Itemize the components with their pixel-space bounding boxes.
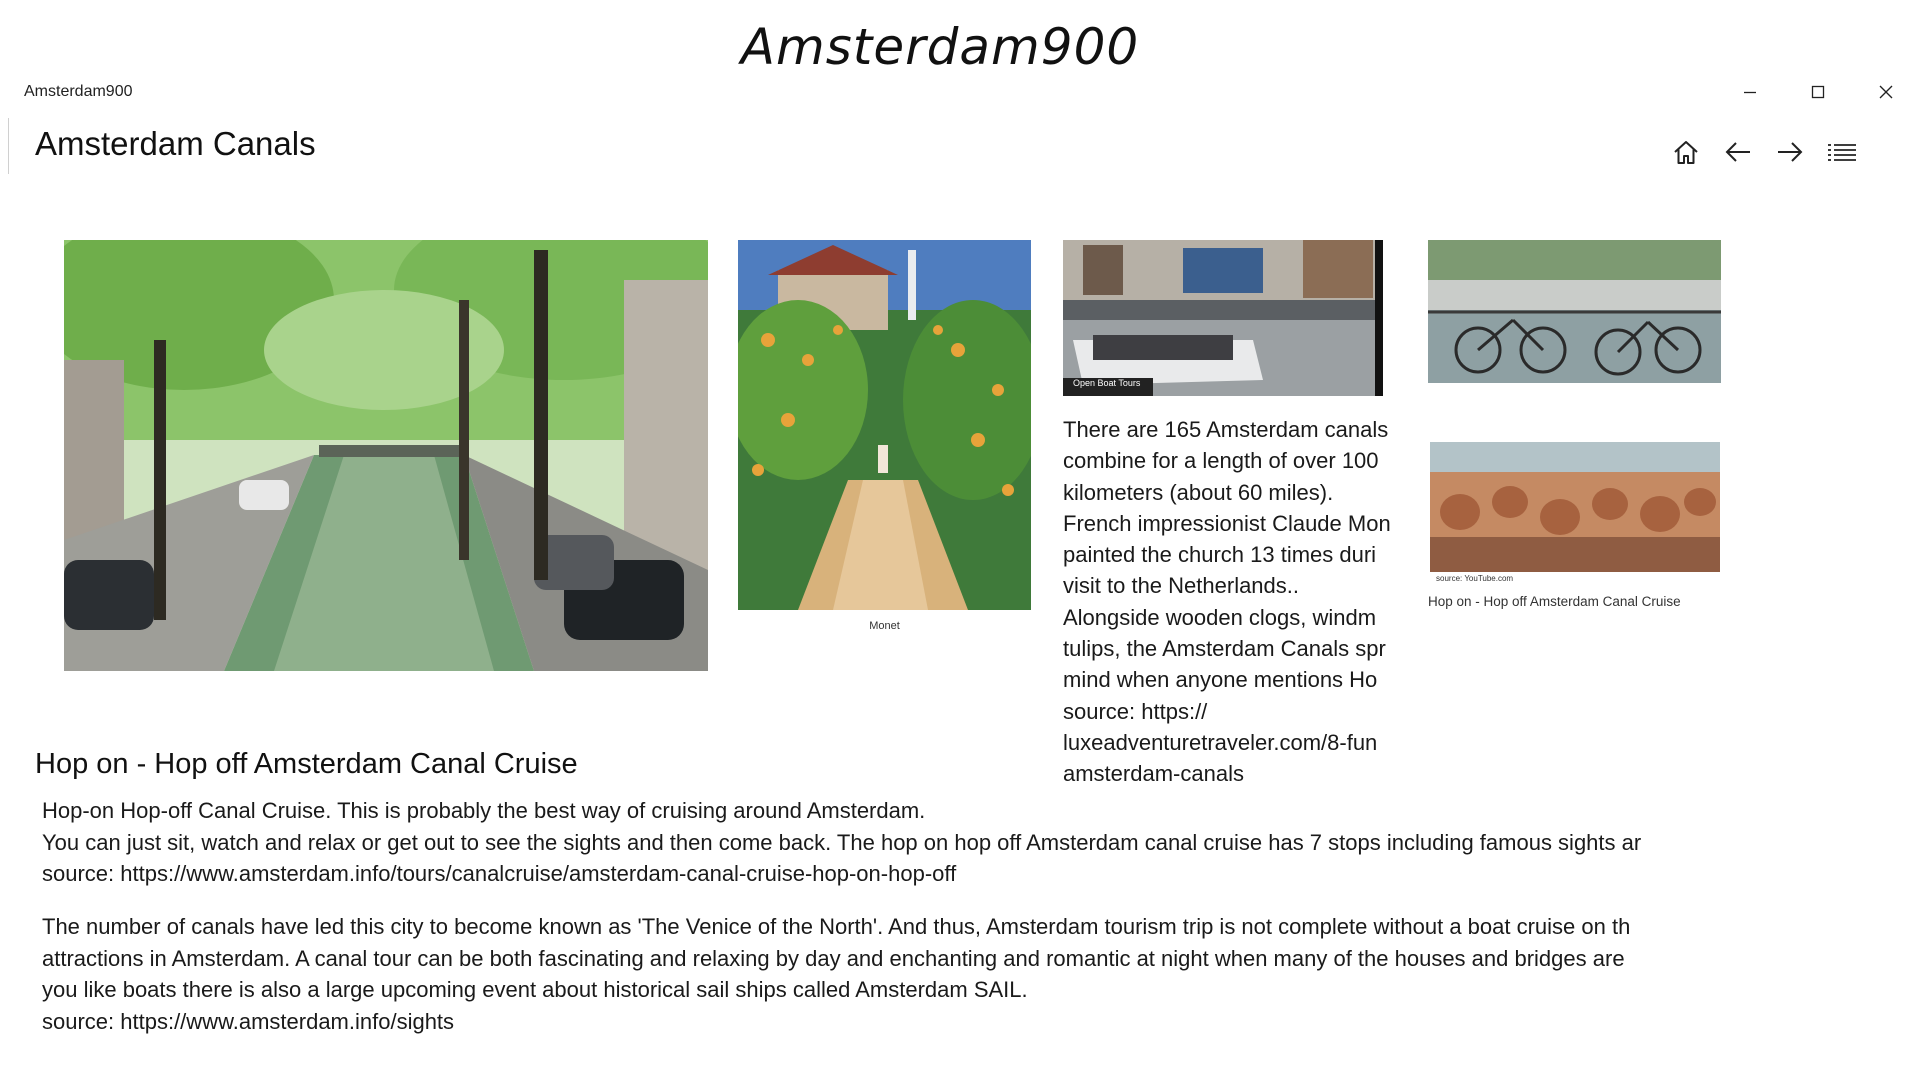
window-title: Amsterdam900 bbox=[24, 83, 133, 100]
monet-caption: Monet bbox=[869, 620, 900, 632]
text-line: tulips, the Amsterdam Canals spr bbox=[1063, 636, 1386, 662]
bikes-canal-photo[interactable] bbox=[1428, 240, 1721, 383]
canal-boat-photo[interactable] bbox=[1063, 240, 1383, 396]
text-line: source: https:// bbox=[1063, 698, 1208, 724]
minimize-button[interactable] bbox=[1716, 72, 1784, 112]
forward-button[interactable] bbox=[1764, 132, 1816, 172]
maximize-icon bbox=[1810, 84, 1826, 100]
text-line: kilometers (about 60 miles). bbox=[1063, 479, 1334, 505]
venice-description-block bbox=[42, 911, 1734, 1037]
back-button[interactable] bbox=[1712, 132, 1764, 172]
text-line: Alongside wooden clogs, windm bbox=[1063, 604, 1377, 630]
text-line: French impressionist Claude Mon bbox=[1063, 510, 1391, 536]
text-line: source: https://www.amsterdam.info/sights bbox=[42, 1008, 455, 1034]
text-line: you like boats there is also a large upcoming event about historical sail ships called Amsterdam SAIL. bbox=[42, 977, 1028, 1002]
canal-boat-image bbox=[1063, 240, 1383, 396]
monet-painting-photo[interactable] bbox=[738, 240, 1031, 610]
nav-divider bbox=[8, 118, 9, 174]
text-line: mind when anyone mentions Ho bbox=[1063, 667, 1378, 693]
text-line: source: https://www.amsterdam.info/tours/canalcruise/amsterdam-canal-cruise-hop-on-hop-off bbox=[42, 861, 957, 886]
text-line: The number of canals have led this city to become known as 'The Venice of the North'. And thus, Amsterdam tourism trip is not complete without a boat cruise on th bbox=[42, 914, 1631, 939]
minimize-icon bbox=[1742, 84, 1758, 100]
app-logo-title: Amsterdam900 bbox=[740, 18, 1140, 76]
cruise-overlay-text: source: YouTube.com bbox=[1436, 574, 1514, 583]
canal-cruise-image bbox=[1430, 442, 1720, 572]
toolbar bbox=[1660, 132, 1868, 172]
maximize-button[interactable] bbox=[1784, 72, 1852, 112]
forward-arrow-icon bbox=[1775, 137, 1805, 167]
canal-street-image bbox=[64, 240, 708, 671]
text-line: Hop-on Hop-off Canal Cruise. This is probably the best way of cruising around Amsterdam. bbox=[42, 798, 926, 823]
close-button[interactable] bbox=[1852, 72, 1920, 112]
list-menu-icon bbox=[1826, 137, 1858, 167]
window-caption-buttons bbox=[1716, 72, 1920, 112]
text-line: combine for a length of over 100 bbox=[1063, 448, 1379, 474]
text-line: painted the church 13 times duri bbox=[1063, 542, 1377, 568]
text-line: You can just sit, watch and relax or get out to see the sights and then come back. The hop on hop off Amsterdam canal cruise has 7 stops including famous sights ar bbox=[42, 829, 1642, 855]
canal-cruise-photo[interactable] bbox=[1430, 442, 1720, 572]
cruise-caption: Hop on - Hop off Amsterdam Canal Cruise bbox=[1428, 594, 1681, 609]
text-line: visit to the Netherlands.. bbox=[1063, 573, 1300, 599]
canals-description-text bbox=[1063, 414, 1401, 790]
cruise-description-block bbox=[42, 795, 1734, 890]
text-line: There are 165 Amsterdam canals bbox=[1063, 417, 1389, 442]
text-line: attractions in Amsterdam. A canal tour can be both fascinating and relaxing by day and enchanting and romantic at night when many of the houses and bridges are bbox=[42, 945, 1625, 971]
boat-overlay-text: Open Boat Tours bbox=[1073, 378, 1141, 388]
page-title: Amsterdam Canals bbox=[35, 125, 316, 162]
home-button[interactable] bbox=[1660, 132, 1712, 172]
monet-painting-image bbox=[738, 240, 1031, 610]
canal-street-photo[interactable] bbox=[64, 240, 708, 671]
bikes-canal-image bbox=[1428, 240, 1721, 383]
list-menu-button[interactable] bbox=[1816, 132, 1868, 172]
home-icon bbox=[1671, 137, 1701, 167]
back-arrow-icon bbox=[1723, 137, 1753, 167]
text-line: amsterdam-canals bbox=[1063, 761, 1244, 787]
text-line: luxeadventuretraveler.com/8-fun bbox=[1063, 729, 1378, 755]
close-icon bbox=[1878, 84, 1894, 100]
section-heading: Hop on - Hop off Amsterdam Canal Cruise bbox=[35, 748, 578, 780]
